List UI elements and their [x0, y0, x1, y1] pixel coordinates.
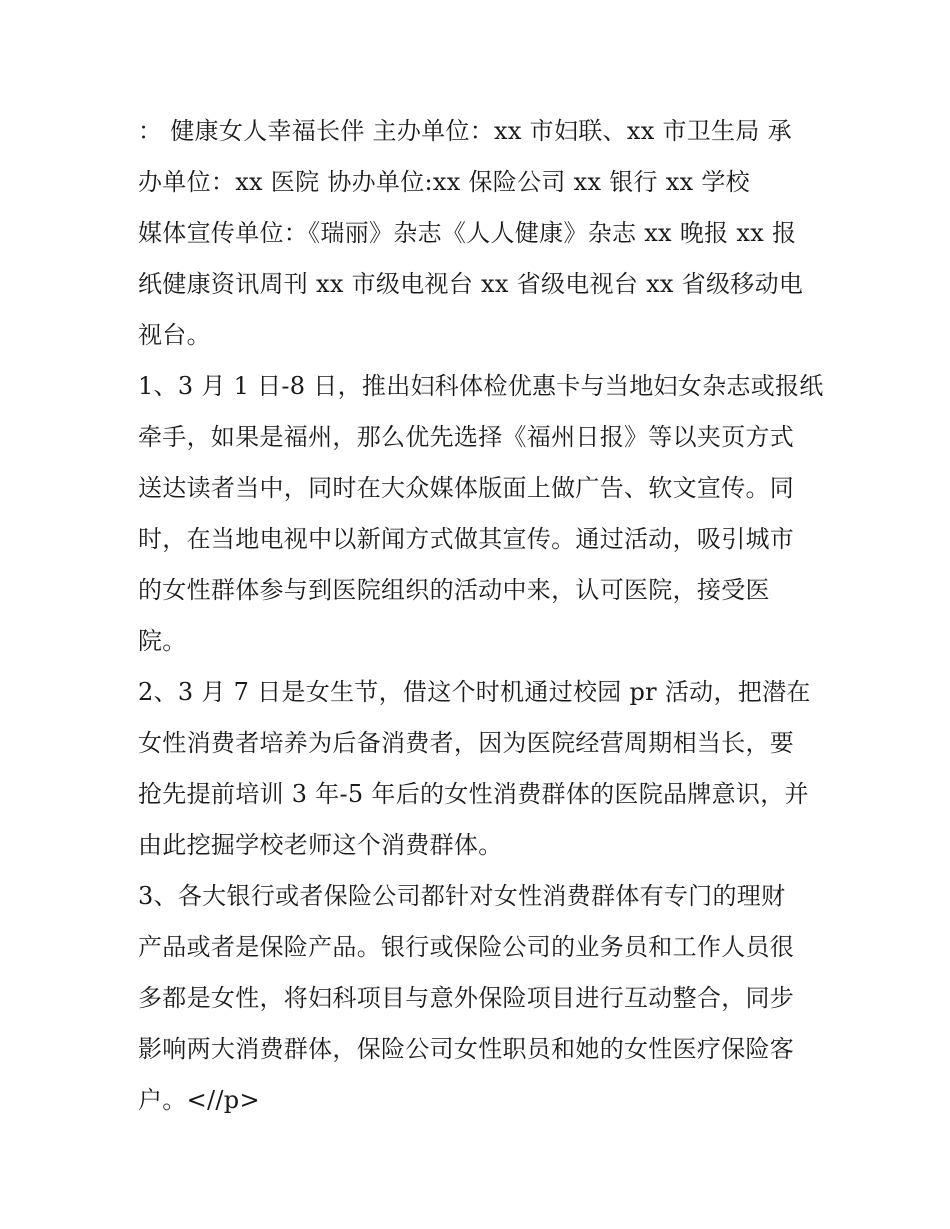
text-line: 女性消费者培养为后备消费者，因为医院经营周期相当长，要: [138, 729, 795, 757]
text-line: 时，在当地电视中以新闻方式做其宣传。通过活动，吸引城市: [138, 525, 795, 553]
text-line: 的女性群体参与到医院组织的活动中来，认可医院，接受医: [138, 576, 770, 604]
text-line: 纸健康资讯周刊 xx 市级电视台 xx 省级电视台 xx 省级移动电: [138, 270, 804, 298]
text-line: 牵手，如果是福州，那么优先选择《福州日报》等以夹页方式: [138, 423, 795, 451]
document-body: [138, 106, 838, 1126]
text-line: 院。: [138, 627, 187, 655]
text-line: 由此挖掘学校老师这个消费群体。: [138, 831, 503, 859]
text-line: 多都是女性，将妇科项目与意外保险项目进行互动整合，同步: [138, 984, 795, 1012]
text-line: 抢先提前培训 3 年-5 年后的女性消费群体的医院品牌意识，并: [138, 780, 809, 808]
text-line: 媒体宣传单位：《瑞丽》杂志《人人健康》杂志 xx 晚报 xx 报: [138, 219, 797, 247]
text-line: 办单位：xx 医院 协办单位:xx 保险公司 xx 银行 xx 学校: [138, 168, 750, 196]
text-line: 影响两大消费群体，保险公司女性职员和她的女性医疗保险客: [138, 1035, 795, 1063]
text-line: 2、3 月 7 日是女生节，借这个时机通过校园 pr 活动，把潜在: [138, 678, 811, 706]
text-line: ： 健康女人幸福长伴 主办单位：xx 市妇联、xx 市卫生局 承: [138, 117, 792, 145]
text-line: 视台。: [138, 321, 211, 349]
text-line: 3、各大银行或者保险公司都针对女性消费群体有专门的理财: [138, 882, 786, 910]
text-line: 1、3 月 1 日-8 日，推出妇科体检优惠卡与当地妇女杂志或报纸: [138, 372, 824, 400]
text-line: 送达读者当中，同时在大众媒体版面上做广告、软文宣传。同: [138, 474, 795, 502]
text-line: 户。<//p>: [138, 1086, 260, 1114]
text-line: 产品或者是保险产品。银行或保险公司的业务员和工作人员很: [138, 933, 795, 961]
